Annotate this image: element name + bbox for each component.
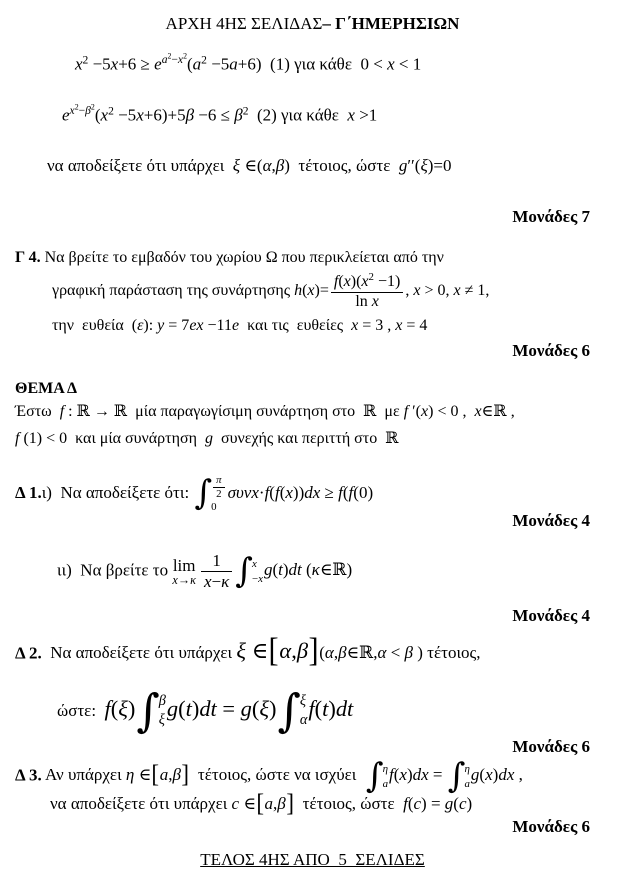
theme-d-heading: ΘΕΜΑ Δ [15,380,78,397]
marks-d1i: Μονάδες 4 [512,511,590,530]
question-d1i [15,474,373,514]
integral-sign: ∫ [235,550,253,591]
footer-text: ΤΕΛΟΣ 4ΗΣ ΑΠΟ 5 ΣΕΛΙΔΕΣ [200,850,425,869]
g4-line1-text: Να βρείτε το εμβαδόν του χωρίου Ω που περικλείεται από την [44,249,444,266]
d2-line1-math: Να αποδείξετε ότι υπάρχει ξ ∈[α,β](α,β∈ℝ,α < β ) τέτοιος, [41,632,481,669]
d3-label: Δ 3. [15,765,42,785]
integral: ∫ β ξ [136,684,166,737]
page-header [0,14,625,34]
theme-d-intro-line1: Έστω f : ℝ → ℝ μία παραγωγίσιμη συνάρτηση στο ℝ με f ′(x) < 0 , x∈ℝ , [15,403,515,420]
header-bold: – Γ΄ΗΜΕΡΗΣΙΩΝ [322,14,460,33]
question-d2-line1 [15,632,481,669]
integral: ∫ η a [447,756,470,796]
d1ii-pre: ιι) Να βρείτε το [57,560,173,580]
d1i-pre: ι) Να αποδείξετε ότι: [41,482,194,502]
marks-d1ii: Μονάδες 4 [512,606,590,625]
question-d3-line2: να αποδείξετε ότι υπάρχει c ∈[a,β] τέτοιος, ώστε f(c) = g(c) [50,788,473,817]
limit: lim x→κ [172,555,196,587]
question-g4-line1 [15,249,444,267]
marks-d3: Μονάδες 6 [512,817,590,836]
formula-inequality-2: $e^{x^2-\beta^2}(x^2 -5x+6)+5\beta -6 \le \beta^2$ (2) για κάθε x >1 [62,103,378,125]
d2-label: Δ 2. [15,643,42,663]
header-plain: ΑΡΧΗ 4ΗΣ ΣΕΛΙΔΑΣ [165,14,323,33]
page-footer [0,850,625,870]
theme-d-intro-line2: f (1) < 0 και μία συνάρτηση g συνεχής και περιττή στο ℝ [15,430,399,447]
integral: ∫ x −x [235,550,263,591]
question-g4-line2: γραφική παράσταση της συνάρτησης h(x)= $\frac{f(x)(x^2 -1)}{\text{ln x}}$ , x > 0, x ≠ 1, [52,271,490,310]
d1-label: Δ 1. [15,482,42,502]
question-d3-line1 [15,756,523,796]
integral-sign: ∫ [136,684,160,737]
g3-conclusion-line: να αποδείξετε ότι υπάρχει ξ ∈(α,β) τέτοιος, ώστε g′′(ξ)=0 [47,156,452,175]
marks-g3: Μονάδες 7 [512,207,590,226]
integral-sign: ∫ [277,684,301,737]
question-g4-line3: την ευθεία (ε): y = 7ex −11e και τις ευθείες x = 3 , x = 4 [52,317,428,334]
integral: ∫ ξ α [277,684,308,737]
d3-line1-math: Αν υπάρχει η ∈[a,β] τέτοιος, ώστε να ισχύει ∫ η a f(x)dx = ∫ η a g(x)dx , [41,756,523,796]
marks-d2: Μονάδες 6 [512,737,590,756]
question-d1ii [57,552,352,591]
d1ii-math: lim x→κ $\frac{1}{x-\kappa}$ ∫ x −x g(t)dt (κ∈ℝ) [172,550,353,591]
marks-g4: Μονάδες 6 [512,341,590,360]
integral-sign: ∫ [194,473,213,514]
question-d2-line2 [57,684,354,737]
d2-pre2: ώστε: [57,701,105,721]
d1i-math: ∫ $\frac{\pi}{2}$ 0 συνx·f(f(x))dx ≥ f(f(0) [194,473,374,514]
integral-sign: ∫ [365,756,384,796]
formula-inequality-1: $x^2 -5x+6 \ge e^{a^2-x^2}(a^2 -5a+6)$ (1) για κάθε 0 < x < 1 [75,52,422,74]
integral: ∫ η a [365,756,388,796]
g4-label: Γ 4. [15,249,41,266]
integral-sign: ∫ [447,756,466,796]
integral: ∫ $\frac{\pi}{2}$ 0 [194,474,226,514]
d2-line2-math: f(ξ) ∫ β ξ g(t)dt = g(ξ) ∫ ξ α f(t)dt [104,684,354,737]
